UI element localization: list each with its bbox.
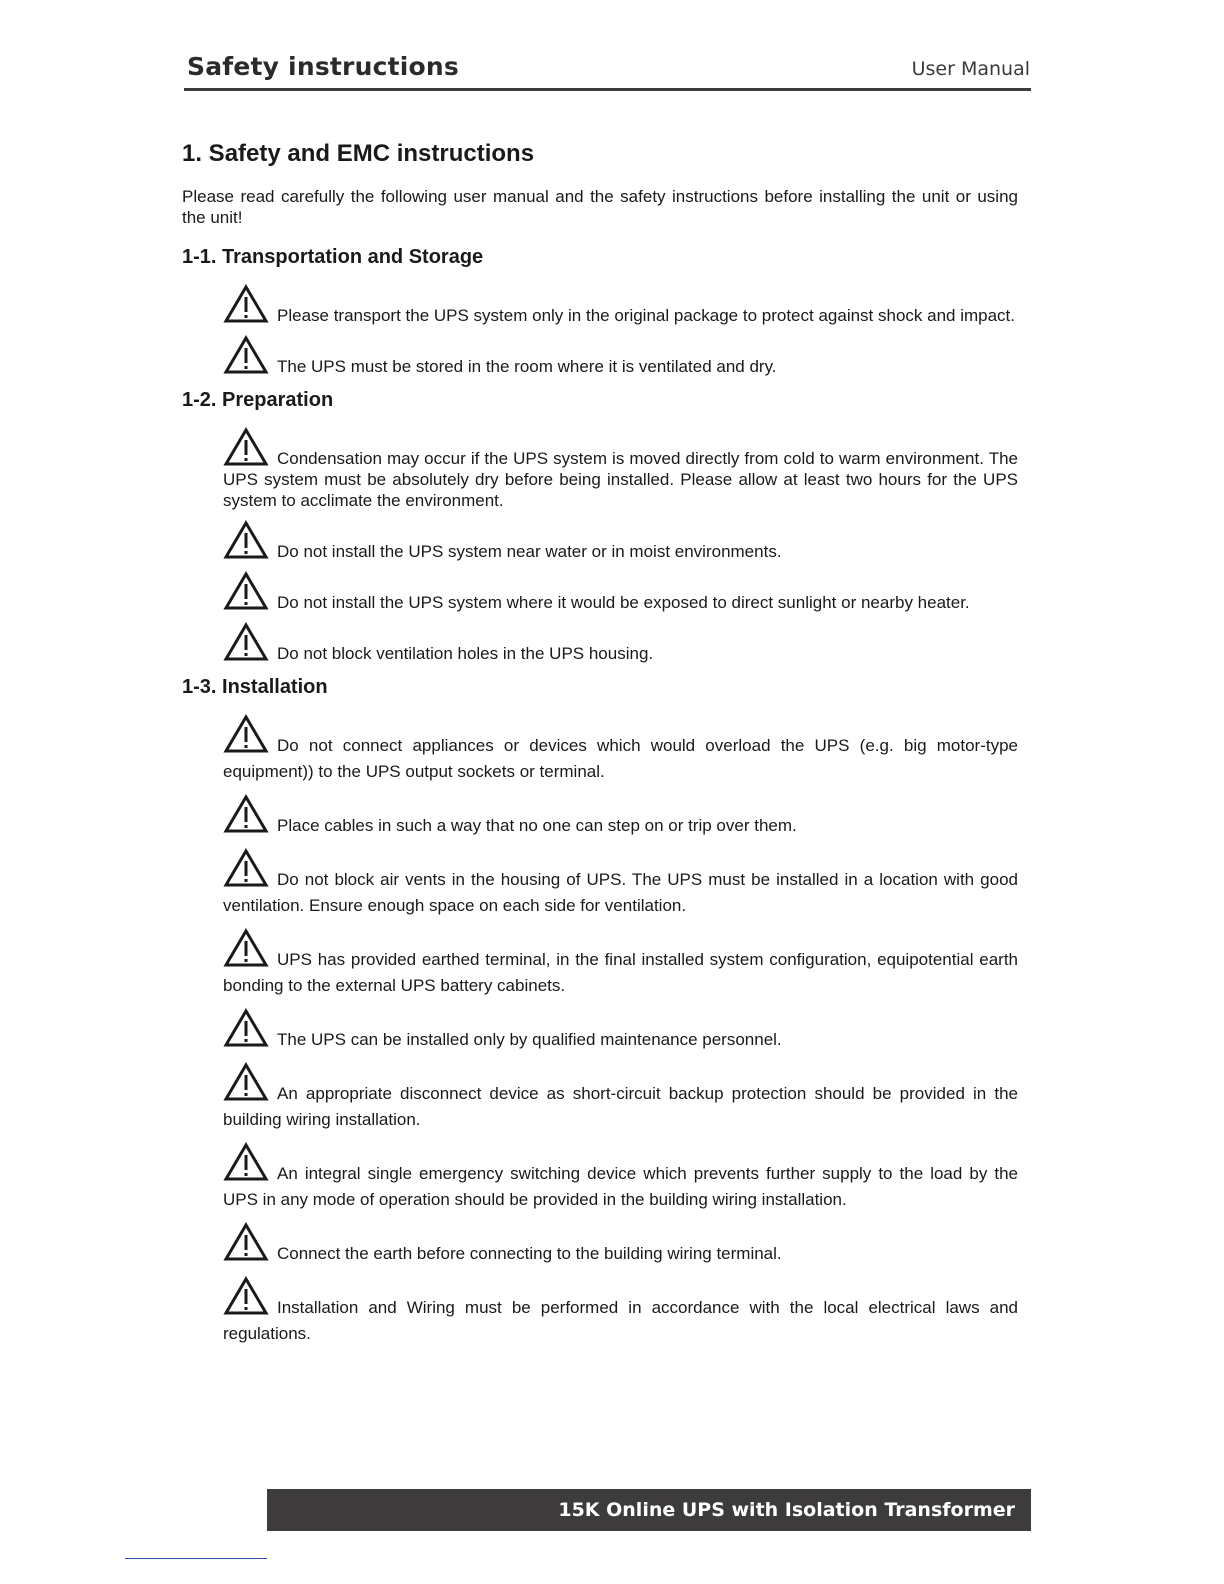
item-text: Please transport the UPS system only in the original package to protect against shock and impact. bbox=[277, 306, 1016, 325]
item-text: Installation and Wiring must be performed in accordance with the local electrical laws and regulations. bbox=[223, 1298, 1018, 1343]
item-text: UPS has provided earthed terminal, in the final installed system configuration, equipotential earth bonding to the external UPS battery cabinets. bbox=[223, 950, 1018, 995]
header-doc-label: User Manual bbox=[911, 58, 1030, 80]
page-title: 1. Safety and EMC instructions bbox=[182, 140, 535, 167]
warning-triangle-icon bbox=[223, 622, 269, 662]
list-item bbox=[223, 1142, 1018, 1213]
warning-triangle-icon bbox=[223, 714, 269, 754]
list-item bbox=[223, 928, 1018, 999]
item-text: The UPS must be stored in the room where it is ventilated and dry. bbox=[277, 357, 777, 376]
warning-triangle-icon bbox=[223, 520, 269, 560]
item-text: Do not install the UPS system where it would be exposed to direct sunlight or nearby heater. bbox=[277, 593, 970, 612]
footer-product-name: 15K Online UPS with Isolation Transformer bbox=[558, 1499, 1015, 1521]
list-item bbox=[223, 1062, 1018, 1133]
item-text: Connect the earth before connecting to the building wiring terminal. bbox=[277, 1244, 782, 1263]
warning-triangle-icon bbox=[223, 848, 269, 888]
item-text: Place cables in such a way that no one can step on or trip over them. bbox=[277, 816, 797, 835]
warning-triangle-icon bbox=[223, 794, 269, 834]
header-section-title: Safety instructions bbox=[187, 52, 459, 81]
list-item bbox=[223, 848, 1018, 919]
warning-triangle-icon bbox=[223, 427, 269, 467]
item-text: The UPS can be installed only by qualified maintenance personnel. bbox=[277, 1030, 782, 1049]
warning-triangle-icon bbox=[223, 335, 269, 375]
list-item bbox=[223, 622, 1018, 664]
warning-triangle-icon bbox=[223, 284, 269, 324]
item-text: Do not block ventilation holes in the UPS housing. bbox=[277, 644, 654, 663]
warning-triangle-icon bbox=[223, 1142, 269, 1182]
list-item bbox=[223, 335, 1018, 377]
list-item bbox=[223, 1222, 1018, 1267]
item-text: An appropriate disconnect device as short-circuit backup protection should be provided in the building wiring installation. bbox=[223, 1084, 1018, 1129]
item-text: Condensation may occur if the UPS system is moved directly from cold to warm environment. The UPS system must be absolutely dry before being installed. Please allow at least two hours for the UPS system to acclimate the environment. bbox=[223, 449, 1018, 510]
warning-triangle-icon bbox=[223, 1008, 269, 1048]
section-installation bbox=[182, 676, 1018, 1347]
list-item bbox=[223, 571, 1018, 613]
list-item bbox=[223, 1276, 1018, 1347]
page-content bbox=[182, 140, 1018, 1359]
list-item bbox=[223, 714, 1018, 785]
warning-triangle-icon bbox=[223, 1222, 269, 1262]
item-text: An integral single emergency switching device which prevents further supply to the load by the UPS in any mode of operation should be provided in the building wiring installation. bbox=[223, 1164, 1018, 1209]
warning-triangle-icon bbox=[223, 571, 269, 611]
list-item bbox=[223, 284, 1018, 326]
footer-bar bbox=[267, 1489, 1031, 1531]
intro-paragraph: Please read carefully the following user manual and the safety instructions before installing the unit or using the unit! bbox=[182, 187, 1018, 227]
warning-triangle-icon bbox=[223, 928, 269, 968]
section-preparation bbox=[182, 389, 1018, 664]
item-text: Do not install the UPS system near water or in moist environments. bbox=[277, 542, 782, 561]
header-divider bbox=[184, 88, 1031, 91]
section-heading: 1-2. Preparation bbox=[182, 389, 334, 411]
list-item bbox=[223, 520, 1018, 562]
list-item bbox=[223, 1008, 1018, 1053]
item-text: Do not block air vents in the housing of UPS. The UPS must be installed in a location with good ventilation. Ensure enough space on each side for ventilation. bbox=[223, 870, 1018, 915]
footnote-divider bbox=[125, 1558, 267, 1559]
list-item bbox=[223, 794, 1018, 839]
section-heading: 1-1. Transportation and Storage bbox=[182, 246, 484, 268]
section-heading: 1-3. Installation bbox=[182, 676, 328, 698]
warning-triangle-icon bbox=[223, 1062, 269, 1102]
warning-triangle-icon bbox=[223, 1276, 269, 1316]
list-item bbox=[223, 427, 1018, 511]
section-transportation bbox=[182, 246, 1018, 377]
item-text: Do not connect appliances or devices which would overload the UPS (e.g. big motor-type equipment)) to the UPS output sockets or terminal. bbox=[223, 736, 1018, 781]
